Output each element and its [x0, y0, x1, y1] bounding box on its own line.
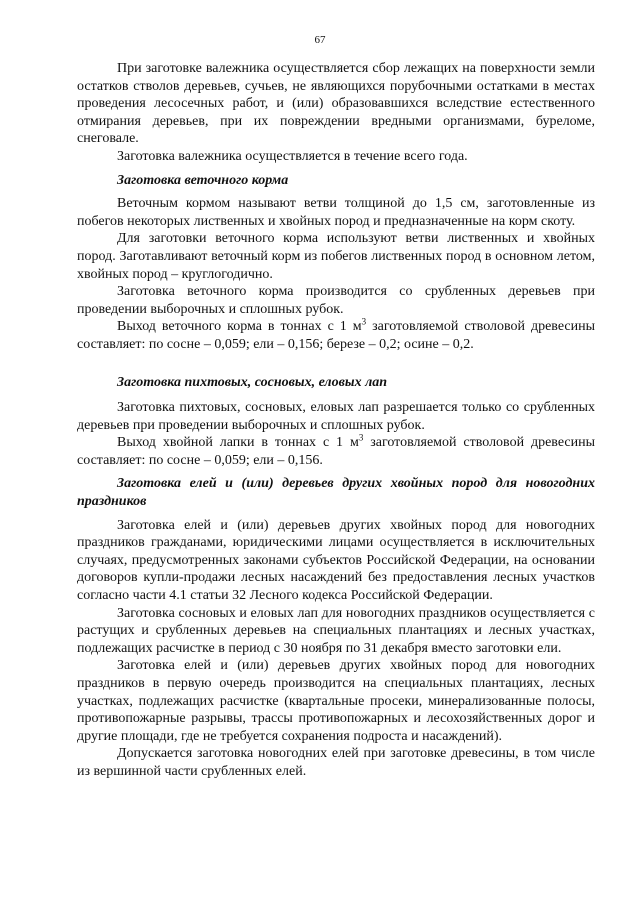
paragraph-new-year-legal-basis: Заготовка елей и (или) деревьев других хвойных пород для новогодних праздников гражданами, юридическими лицами осуществляется в исключительных случаях, предусмотренных законами субъектов Российской Федерации, на основании договоров купли-продажи лесных насаждений без предоставления лесных участков согласно части 4.1 статьи 32 Лесного кодекса Российской Федерации. — [77, 517, 595, 604]
paragraph-conifer-paws-harvest: Заготовка пихтовых, сосновых, еловых лап разрешается только со срубленных деревьев при проведении выборочных и сплошных рубок. — [77, 400, 595, 433]
heading-conifer-paws: Заготовка пихтовых, сосновых, еловых лап — [117, 374, 388, 390]
branch-feed-yield-text-end: заготовляемой стволовой древесины составляет: по сосне – 0,059; ели – 0,156; березе – 0,2; осине – 0,2. — [77, 319, 595, 352]
branch-feed-yield-text-start: Выход веточного корма в тоннах с 1 м — [117, 319, 362, 335]
paragraph-branch-feed-sources: Для заготовки веточного корма используют ветви лиственных и хвойных пород. Заготавливают веточный корм из побегов лиственных пород в основном летом, хвойных пород – круглогодично. — [77, 231, 595, 282]
paragraph-conifer-paws-yield — [77, 434, 595, 469]
heading-new-year-trees: Заготовка елей и (или) деревьев других хвойных пород для новогодних праздников — [77, 476, 595, 510]
conifer-paws-yield-text-end: заготовляемой стволовой древесины составляет: по сосне – 0,059; ели – 0,156. — [77, 435, 595, 468]
paragraph-deadwood-definition: При заготовке валежника осуществляется сбор лежащих на поверхности земли остатков стволов деревьев, сучьев, не являющихся порубочными остатками в местах проведения лесосечных работ, и (или) образовавшихся вследствие естественного отмирания деревьев, при их повреждении вредными организмами, буреломе, снеговале. — [77, 61, 595, 147]
heading-branch-feed: Заготовка веточного корма — [117, 172, 289, 188]
document-body — [77, 60, 595, 781]
paragraph-new-year-tops: Допускается заготовка новогодних елей при заготовке древесины, в том числе из вершинной части срубленных елей. — [77, 746, 595, 779]
paragraph-branch-feed-yield — [77, 318, 595, 353]
conifer-paws-yield-superscript: 3 — [358, 432, 364, 443]
conifer-paws-yield-text-start: Выход хвойной лапки в тоннах с 1 м — [117, 435, 359, 451]
paragraph-branch-feed-harvest: Заготовка веточного корма производится со срубленных деревьев при проведении выборочных и сплошных рубок. — [77, 284, 595, 317]
paragraph-new-year-paws-period: Заготовка сосновых и еловых лап для новогодних праздников осуществляется с растущих и срубленных деревьев на специальных плантациях и лесных участках, подлежащих расчистке в период с 30 ноября по 31 декабря вместо заготовки ели. — [77, 605, 595, 656]
page-number: 67 — [314, 34, 326, 46]
paragraph-new-year-harvest-sites: Заготовка елей и (или) деревьев других хвойных пород для новогодних праздников в первую очередь производится на специальных плантациях, лесных участках, подлежащих расчистке (квартальные просеки, минерализованные полосы, противопожарные разрывы, трассы противопожарных и лесохозяйственных дорог и другие площади, где не требуется сохранения подроста и насаждений). — [77, 658, 595, 744]
branch-feed-yield-superscript: 3 — [361, 316, 367, 327]
paragraph-deadwood-season: Заготовка валежника осуществляется в течение всего года. — [117, 148, 468, 164]
paragraph-branch-feed-definition: Веточным кормом называют ветви толщиной до 1,5 см, заготовленные из побегов некоторых лиственных и хвойных пород и предназначенные на корм скоту. — [77, 196, 595, 229]
